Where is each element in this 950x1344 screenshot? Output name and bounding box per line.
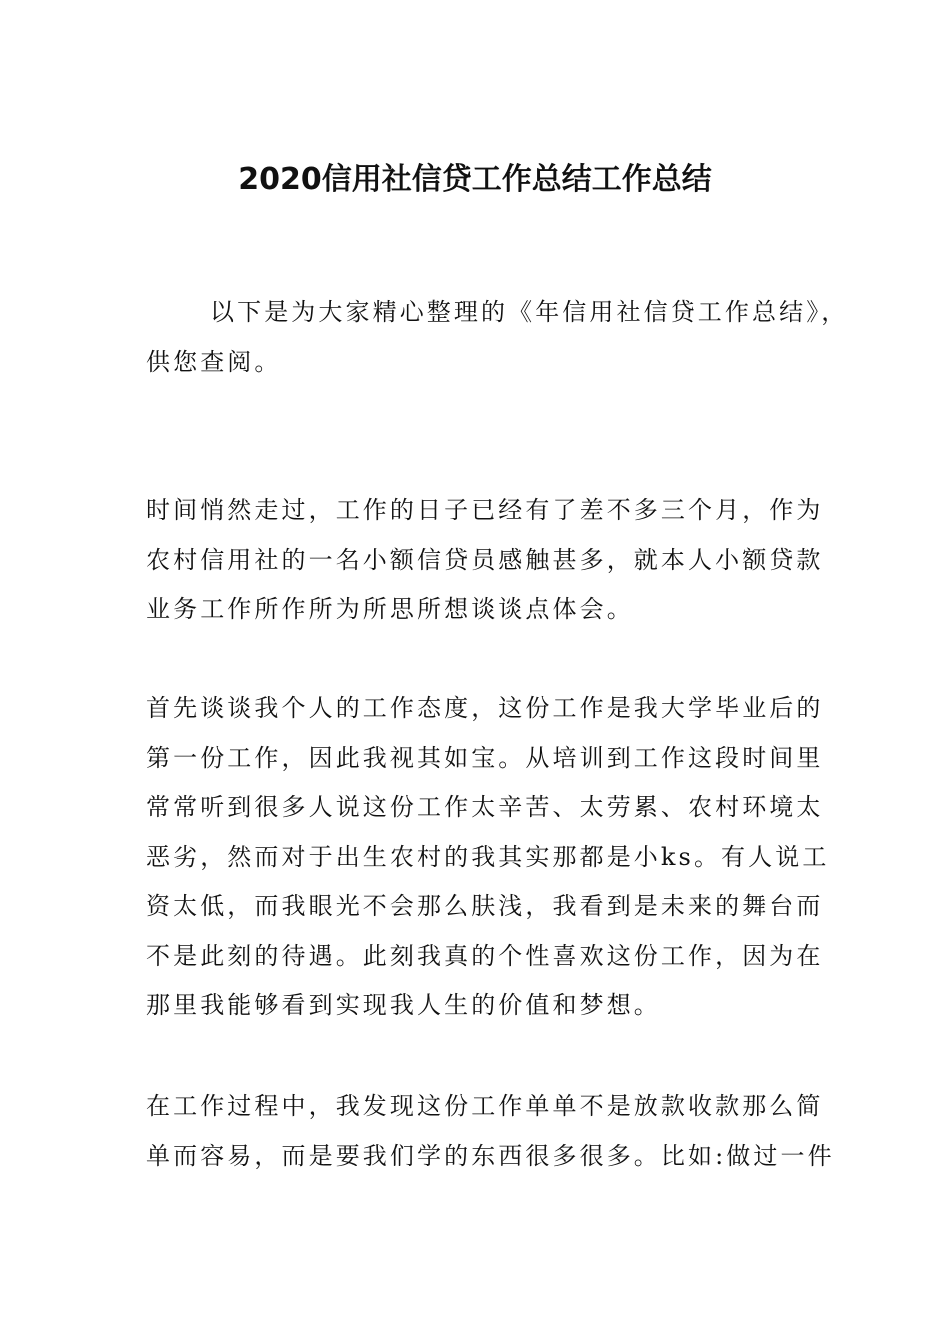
paragraph-3-line-2: 单而容易，而是要我们学的东西很多很多。比如:做过一件 bbox=[146, 1141, 835, 1170]
paragraph-2-line-4: 恶劣，然而对于出生农村的我其实那都是小ks。有人说工 bbox=[146, 842, 830, 871]
body-paragraph-3 bbox=[146, 1082, 835, 1181]
document-title: 2020信用社信贷工作总结工作总结 bbox=[238, 162, 712, 197]
body-paragraph-1 bbox=[146, 486, 824, 635]
paragraph-2-line-3: 常常听到很多人说这份工作太辛苦、太劳累、农村环境太 bbox=[146, 793, 824, 821]
body-paragraph-2 bbox=[146, 684, 830, 1031]
intro-line-2: 供您查阅。 bbox=[146, 347, 282, 376]
paragraph-1-line-3: 业务工作所作所为所思所想谈谈点体会。 bbox=[146, 595, 634, 623]
paragraph-2-line-7: 那里我能够看到实现我人生的价值和梦想。 bbox=[146, 991, 661, 1019]
intro-line-1: 以下是为大家精心整理的《年信用社信贷工作总结》， bbox=[210, 298, 849, 326]
paragraph-1-line-1: 时间悄然走过，工作的日子已经有了差不多三个月，作为 bbox=[146, 496, 824, 524]
paragraph-2-line-6: 不是此刻的待遇。此刻我真的个性喜欢这份工作，因为在 bbox=[146, 941, 824, 970]
paragraph-3-line-1: 在工作过程中，我发现这份工作单单不是放款收款那么简 bbox=[146, 1092, 824, 1120]
paragraph-2-line-5: 资太低，而我眼光不会那么肤浅，我看到是未来的舞台而 bbox=[146, 892, 824, 920]
intro-paragraph bbox=[146, 288, 849, 387]
paragraph-1-line-2: 农村信用社的一名小额信贷员感触甚多，就本人小额贷款 bbox=[146, 545, 824, 574]
paragraph-2-line-2: 第一份工作，因此我视其如宝。从培训到工作这段时间里 bbox=[146, 743, 824, 772]
paragraph-2-line-1: 首先谈谈我个人的工作态度，这份工作是我大学毕业后的 bbox=[146, 694, 824, 722]
